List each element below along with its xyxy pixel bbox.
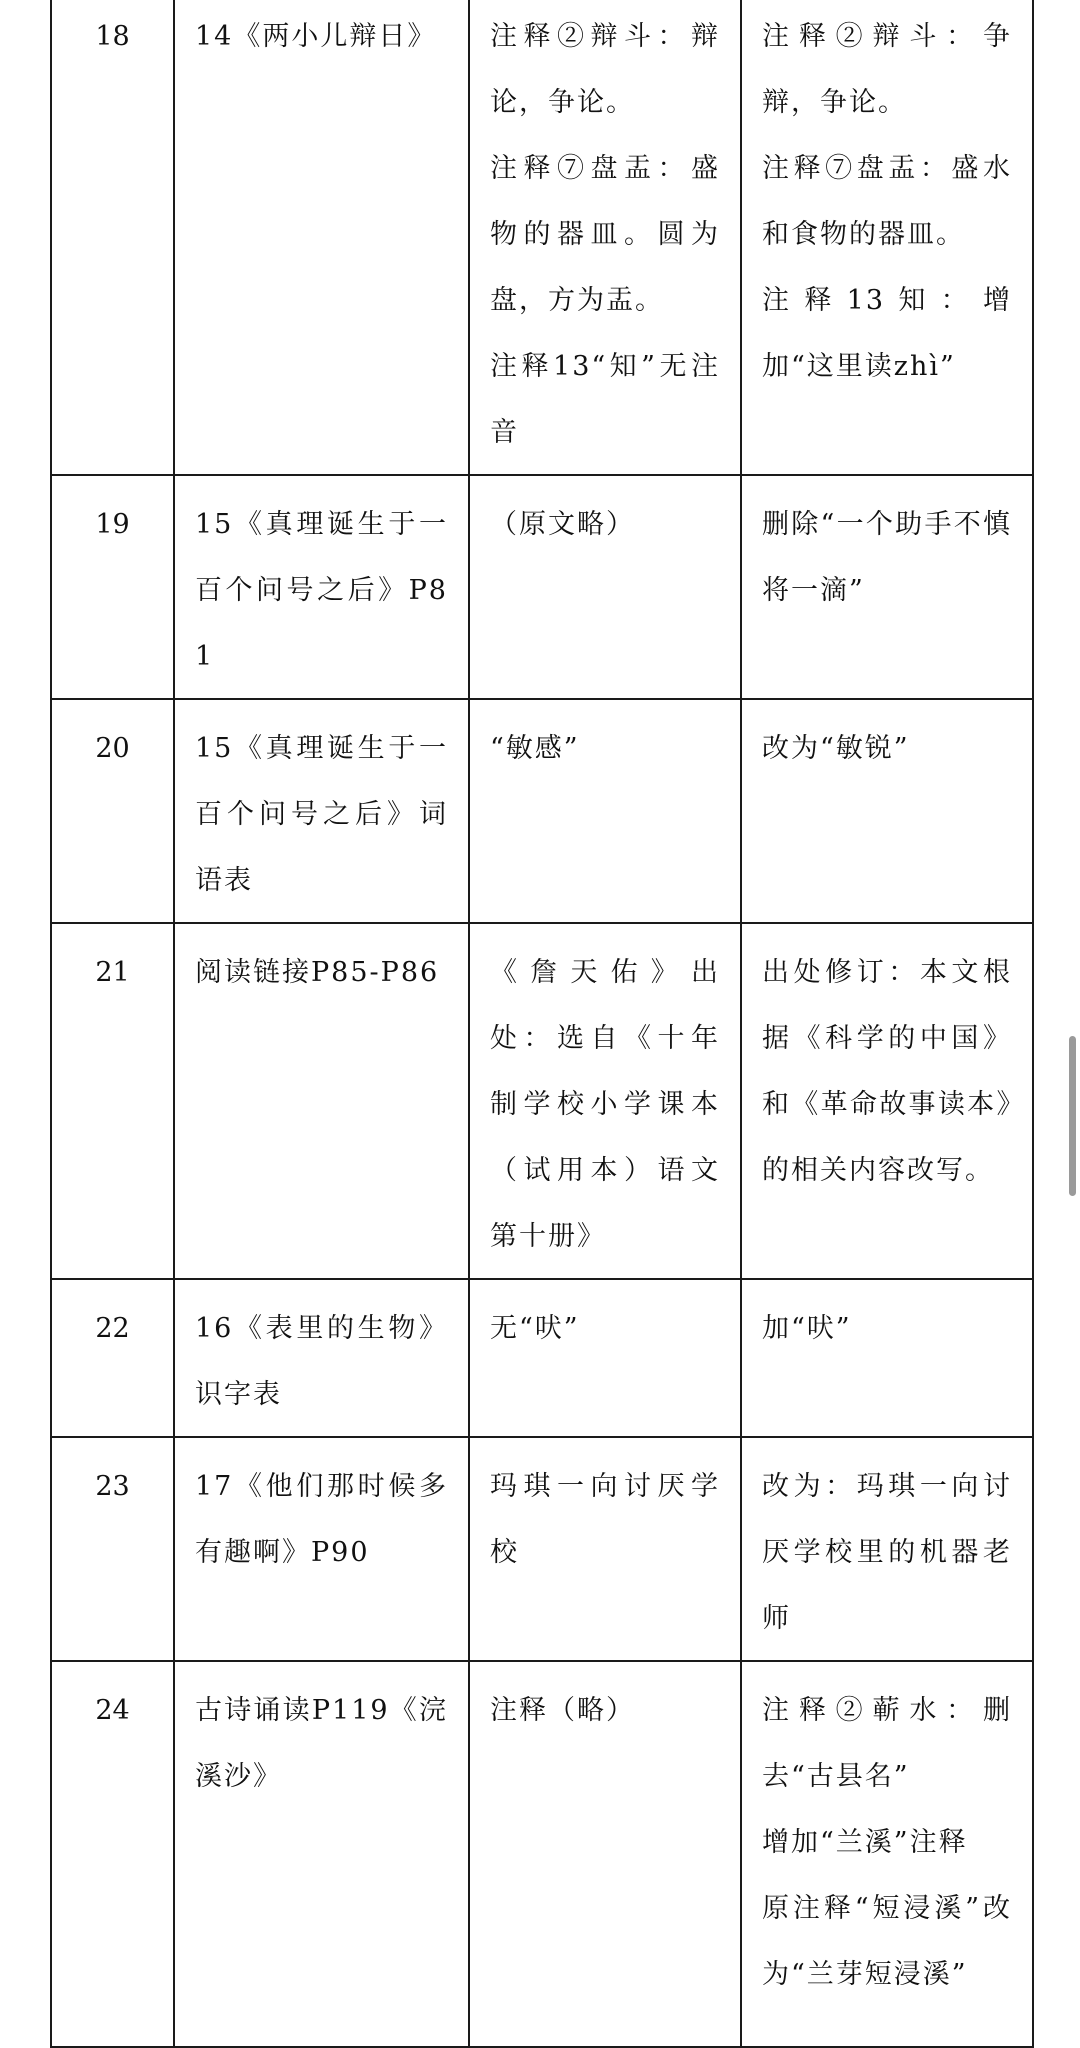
- table-row: [51, 699, 1033, 923]
- revised-line: 出处修订：本文根据《科学的中国》和《革命故事读本》的相关内容改写。: [762, 957, 1012, 1186]
- revised-line: 改为：玛琪一向讨厌学校里的机器老师: [762, 1471, 1012, 1634]
- row-number: 18: [51, 0, 174, 475]
- original-line: “敏感”: [490, 733, 580, 764]
- scrollbar-thumb[interactable]: [1069, 1036, 1076, 1196]
- revised-line: 注释⑦盘盂：盛水和食物的器皿。: [762, 153, 1012, 250]
- revised-line: 注释②蕲水：删去“古县名”: [762, 1695, 1012, 1792]
- revised-text: [741, 0, 1033, 475]
- row-number: 20: [51, 699, 174, 923]
- original-text: [469, 0, 741, 475]
- row-number: 23: [51, 1437, 174, 1661]
- original-line: （原文略）: [490, 509, 635, 540]
- original-line: 无“吠”: [490, 1313, 580, 1344]
- original-line: 《詹天佑》出处：选自《十年制学校小学课本（试用本）语文第十册》: [490, 957, 720, 1252]
- original-line: 注释（略）: [490, 1695, 635, 1726]
- row-number: 22: [51, 1279, 174, 1437]
- revised-line: 删除“一个助手不慎将一滴”: [762, 509, 1012, 606]
- table-row: [51, 1661, 1033, 2047]
- revised-text: [741, 1661, 1033, 2047]
- table-row: [51, 1437, 1033, 1661]
- table-row: [51, 1279, 1033, 1437]
- row-number: 19: [51, 475, 174, 699]
- revised-line: 增加“兰溪”注释: [762, 1827, 968, 1858]
- row-number: 21: [51, 923, 174, 1279]
- lesson-title: 17《他们那时候多有趣啊》P90: [174, 1437, 469, 1661]
- table-row: [51, 0, 1033, 475]
- original-line: 注释⑦盘盂：盛物的器皿。圆为盘，方为盂。: [490, 153, 720, 316]
- revised-line: 注释13知：增加“这里读zhì”: [762, 285, 1012, 382]
- original-text: [469, 1437, 741, 1661]
- table-row: [51, 475, 1033, 699]
- revised-line: 加“吠”: [762, 1313, 852, 1344]
- original-text: [469, 699, 741, 923]
- revised-text: [741, 923, 1033, 1279]
- lesson-title: 古诗诵读P119《浣溪沙》: [174, 1661, 469, 2047]
- original-line: 注释13“知”无注音: [490, 351, 720, 448]
- table-row: [51, 923, 1033, 1279]
- row-number: 24: [51, 1661, 174, 2047]
- original-text: [469, 1279, 741, 1437]
- revised-line: 改为“敏锐”: [762, 733, 910, 764]
- revision-table: [50, 0, 1034, 2048]
- original-text: [469, 475, 741, 699]
- revised-text: [741, 699, 1033, 923]
- original-text: [469, 1661, 741, 2047]
- lesson-title: 阅读链接P85-P86: [174, 923, 469, 1279]
- lesson-title: 15《真理诞生于一百个问号之后》词语表: [174, 699, 469, 923]
- revised-line: 原注释“短浸溪”改为“兰芽短浸溪”: [762, 1893, 1012, 1990]
- lesson-title: 14《两小儿辩日》: [174, 0, 469, 475]
- lesson-title: 16《表里的生物》识字表: [174, 1279, 469, 1437]
- original-text: [469, 923, 741, 1279]
- lesson-title: 15《真理诞生于一百个问号之后》P81: [174, 475, 469, 699]
- revised-text: [741, 1437, 1033, 1661]
- revised-text: [741, 1279, 1033, 1437]
- revised-text: [741, 475, 1033, 699]
- revised-line: 注释②辩斗：争辩，争论。: [762, 21, 1012, 118]
- original-line: 注释②辩斗：辩论，争论。: [490, 21, 720, 118]
- original-line: 玛琪一向讨厌学校: [490, 1471, 720, 1568]
